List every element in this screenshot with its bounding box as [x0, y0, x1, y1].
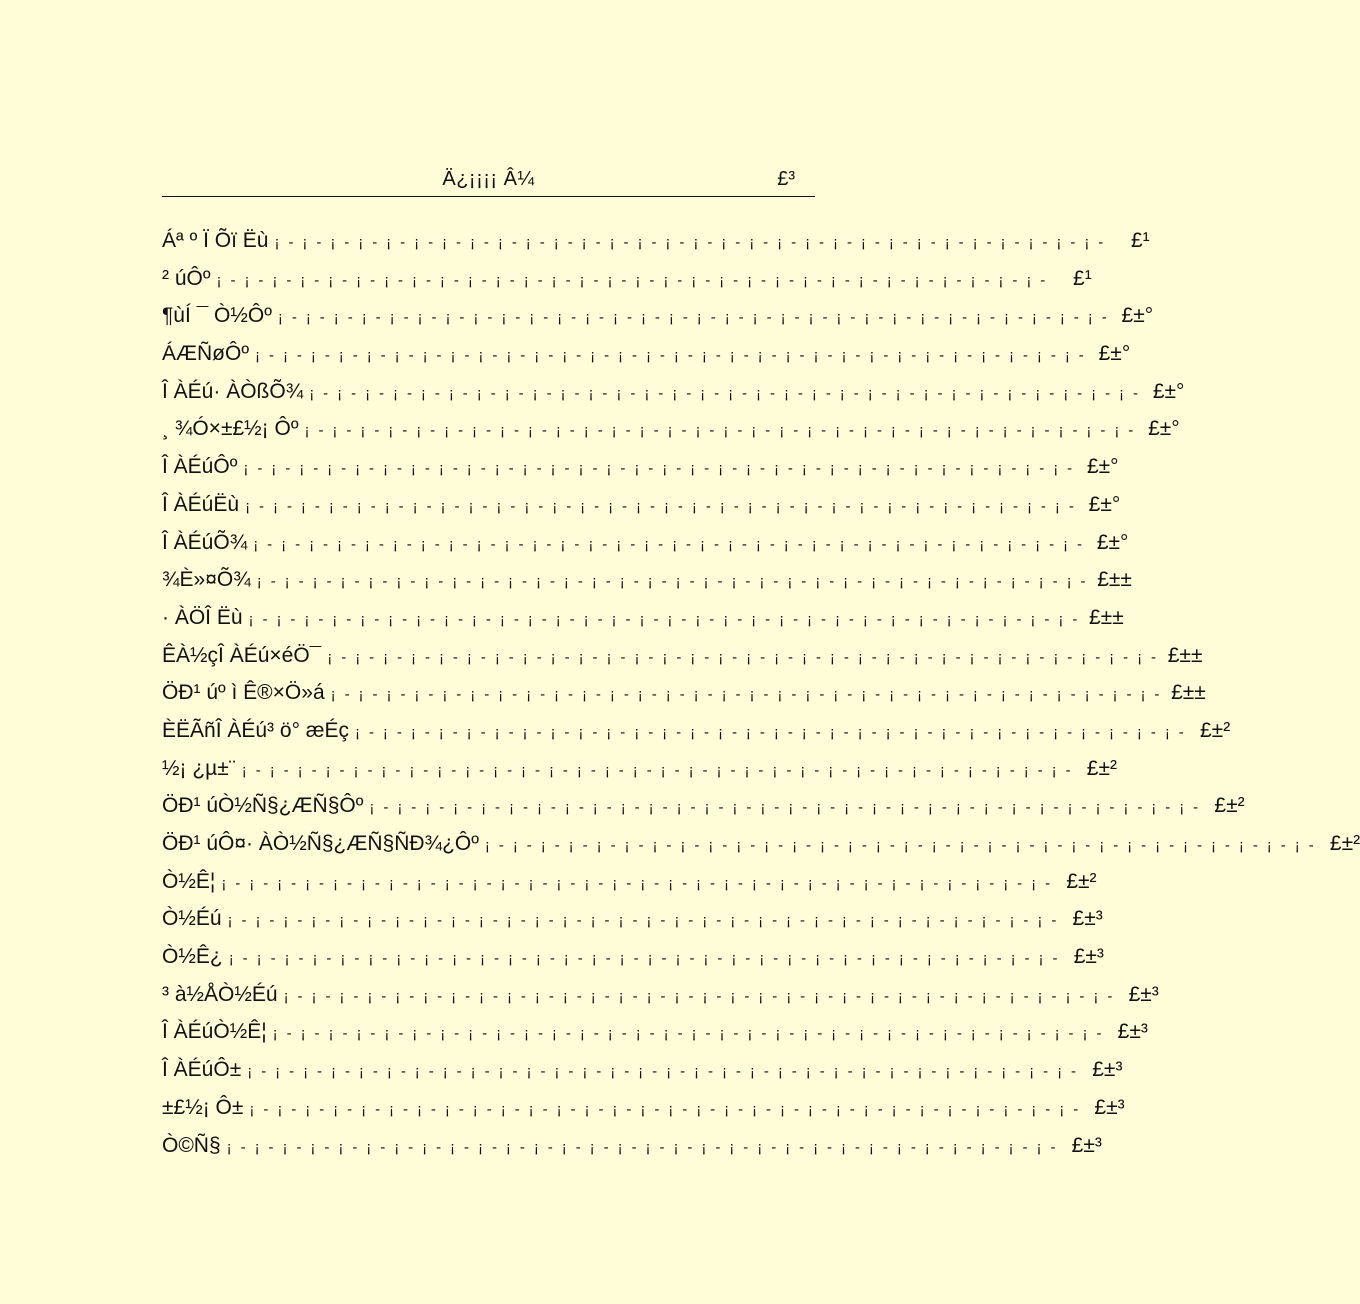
toc-page-number: £±²	[1199, 718, 1231, 742]
toc-page-number: £±°	[1088, 492, 1121, 516]
toc-page-number: £¹	[1073, 266, 1092, 290]
toc-leader-dots: ¡ - ¡ - ¡ - ¡ - ¡ - ¡ - ¡ - ¡ - ¡ - ¡ - ¡ - ¡ - ¡ - ¡ - ¡ - ¡ - ¡ - ¡ - ¡ - ¡ - ¡ - ¡ - ¡ - ¡ - ¡ - ¡ - ¡ - ¡ - ¡ - ¡ -	[226, 1138, 1058, 1156]
toc-entry-text: ½¡ ¿µ±¨	[162, 756, 236, 780]
toc-leader-dots: ¡ - ¡ - ¡ - ¡ - ¡ - ¡ - ¡ - ¡ - ¡ - ¡ - ¡ - ¡ - ¡ - ¡ - ¡ - ¡ - ¡ - ¡ - ¡ - ¡ - ¡ - ¡ - ¡ - ¡ - ¡ - ¡ - ¡ - ¡ - ¡ - ¡ -	[247, 1063, 1079, 1081]
toc-row	[162, 599, 1124, 637]
toc-leader-dots: ¡ - ¡ - ¡ - ¡ - ¡ - ¡ - ¡ - ¡ - ¡ - ¡ - ¡ - ¡ - ¡ - ¡ - ¡ - ¡ - ¡ - ¡ - ¡ - ¡ - ¡ - ¡ - ¡ - ¡ - ¡ - ¡ - ¡ - ¡ - ¡ - ¡ -	[241, 761, 1073, 779]
header-rule	[162, 196, 815, 197]
toc-entry-text: ÈËÃñÎ ÀÉú³ ö° æÉç	[162, 718, 349, 742]
toc-leader-dots: ¡ - ¡ - ¡ - ¡ - ¡ - ¡ - ¡ - ¡ - ¡ - ¡ - ¡ - ¡ - ¡ - ¡ - ¡ - ¡ - ¡ - ¡ - ¡ - ¡ - ¡ - ¡ - ¡ - ¡ - ¡ - ¡ - ¡ - ¡ - ¡ - ¡ -	[277, 309, 1110, 327]
toc-leader-dots: ¡ - ¡ - ¡ - ¡ - ¡ - ¡ - ¡ - ¡ - ¡ - ¡ - ¡ - ¡ - ¡ - ¡ - ¡ - ¡ - ¡ - ¡ - ¡ - ¡ - ¡ - ¡ - ¡ - ¡ - ¡ - ¡ - ¡ - ¡ - ¡ - ¡ -	[228, 950, 1060, 968]
toc-row	[162, 750, 1117, 788]
toc-leader-dots: ¡ - ¡ - ¡ - ¡ - ¡ - ¡ - ¡ - ¡ - ¡ - ¡ - ¡ - ¡ - ¡ - ¡ - ¡ - ¡ - ¡ - ¡ - ¡ - ¡ - ¡ - ¡ - ¡ - ¡ - ¡ - ¡ - ¡ - ¡ - ¡ - ¡ -	[245, 497, 1077, 515]
toc-page-number: £±³	[1094, 1095, 1125, 1119]
toc-row	[162, 335, 1131, 373]
toc-entry-text: ¾È»¤Õ¾	[162, 568, 251, 592]
toc-entry-text: ÖÐ¹ úÒ½Ñ§¿ÆÑ§Ôº	[162, 794, 364, 818]
header-title: Ä¿¡¡¡¡ Â¼	[442, 168, 535, 190]
toc-leader-dots: ¡ - ¡ - ¡ - ¡ - ¡ - ¡ - ¡ - ¡ - ¡ - ¡ - ¡ - ¡ - ¡ - ¡ - ¡ - ¡ - ¡ - ¡ - ¡ - ¡ - ¡ - ¡ - ¡ - ¡ - ¡ - ¡ - ¡ - ¡ - ¡ - ¡ -	[272, 1025, 1104, 1043]
toc-page-number: £±°	[1086, 455, 1119, 479]
toc-page-number: £±°	[1152, 379, 1185, 403]
toc-page-number: £±±	[1089, 605, 1124, 629]
toc-leader-dots: ¡ - ¡ - ¡ - ¡ - ¡ - ¡ - ¡ - ¡ - ¡ - ¡ - ¡ - ¡ - ¡ - ¡ - ¡ - ¡ - ¡ - ¡ - ¡ - ¡ - ¡ - ¡ - ¡ - ¡ - ¡ - ¡ - ¡ - ¡ - ¡ - ¡ -	[249, 1100, 1081, 1118]
toc-page-number: £±³	[1071, 1133, 1102, 1157]
toc-page-number: £±°	[1121, 304, 1154, 328]
toc-page-number: £±°	[1096, 530, 1129, 554]
toc-row	[162, 524, 1129, 562]
toc-entry-text: Ò½Ê¦	[162, 869, 216, 893]
toc-leader-dots: ¡ - ¡ - ¡ - ¡ - ¡ - ¡ - ¡ - ¡ - ¡ - ¡ - ¡ - ¡ - ¡ - ¡ - ¡ - ¡ - ¡ - ¡ - ¡ - ¡ - ¡ - ¡ - ¡ - ¡ - ¡ - ¡ - ¡ - ¡ - ¡ - ¡ -	[216, 271, 1048, 289]
toc-row	[162, 976, 1159, 1014]
toc-leader-dots: ¡ - ¡ - ¡ - ¡ - ¡ - ¡ - ¡ - ¡ - ¡ - ¡ - ¡ - ¡ - ¡ - ¡ - ¡ - ¡ - ¡ - ¡ - ¡ - ¡ - ¡ - ¡ - ¡ - ¡ - ¡ - ¡ - ¡ - ¡ - ¡ - ¡ -	[274, 234, 1106, 251]
header-page-number: £³	[777, 168, 795, 190]
toc-page-number: £±±	[1097, 568, 1132, 592]
toc-entry-text: ÁÆÑøÔº	[162, 342, 250, 366]
toc-leader-dots: ¡ - ¡ - ¡ - ¡ - ¡ - ¡ - ¡ - ¡ - ¡ - ¡ - ¡ - ¡ - ¡ - ¡ - ¡ - ¡ - ¡ - ¡ - ¡ - ¡ - ¡ - ¡ - ¡ - ¡ - ¡ - ¡ - ¡ - ¡ - ¡ - ¡ -	[304, 422, 1136, 440]
toc-page-number: £±°	[1098, 342, 1131, 366]
toc-entry-text: Î ÀÉúÕ¾	[162, 530, 248, 554]
toc-entry-text: ¸ ¾Ó×±£½¡ Ôº	[162, 417, 299, 441]
toc-page-number: £±³	[1117, 1020, 1148, 1044]
toc-entry-text: ÖÐ¹ úº ì Ê®×Ö»á	[162, 681, 325, 705]
toc-leader-dots: ¡ - ¡ - ¡ - ¡ - ¡ - ¡ - ¡ - ¡ - ¡ - ¡ - ¡ - ¡ - ¡ - ¡ - ¡ - ¡ - ¡ - ¡ - ¡ - ¡ - ¡ - ¡ - ¡ - ¡ - ¡ - ¡ - ¡ - ¡ - ¡ - ¡ -	[243, 460, 1075, 478]
toc-leader-dots: ¡ - ¡ - ¡ - ¡ - ¡ - ¡ - ¡ - ¡ - ¡ - ¡ - ¡ - ¡ - ¡ - ¡ - ¡ - ¡ - ¡ - ¡ - ¡ - ¡ - ¡ - ¡ - ¡ - ¡ - ¡ - ¡ - ¡ - ¡ - ¡ - ¡ -	[369, 799, 1201, 817]
toc-page-number: £±²	[1086, 756, 1117, 780]
toc-entry-text: ¶ùÍ ¯ Ò½Ôº	[162, 304, 272, 328]
toc-page-number: £±³	[1072, 907, 1103, 931]
toc-page-number: £±³	[1073, 945, 1104, 969]
toc-page-number: £±³	[1092, 1058, 1123, 1082]
toc-entry-text: ÊÀ½çÎ ÀÉú×éÖ¯	[162, 643, 322, 667]
toc-page-number: £±²	[1329, 832, 1360, 855]
toc-page-number: £±±	[1167, 643, 1203, 667]
toc-entry-text: Î ÀÉúÒ½Ê¦	[162, 1020, 267, 1044]
toc-row	[162, 787, 1245, 825]
toc-row	[162, 1051, 1123, 1089]
toc-row	[162, 561, 1132, 599]
toc-leader-dots: ¡ - ¡ - ¡ - ¡ - ¡ - ¡ - ¡ - ¡ - ¡ - ¡ - ¡ - ¡ - ¡ - ¡ - ¡ - ¡ - ¡ - ¡ - ¡ - ¡ - ¡ - ¡ - ¡ - ¡ - ¡ - ¡ - ¡ - ¡ - ¡ - ¡ -	[327, 648, 1159, 666]
toc-entry-text: Ò½Ê¿	[162, 945, 223, 969]
toc-leader-dots: ¡ - ¡ - ¡ - ¡ - ¡ - ¡ - ¡ - ¡ - ¡ - ¡ - ¡ - ¡ - ¡ - ¡ - ¡ - ¡ - ¡ - ¡ - ¡ - ¡ - ¡ - ¡ - ¡ - ¡ - ¡ - ¡ - ¡ - ¡ - ¡ - ¡ -	[354, 723, 1187, 741]
toc-leader-dots: ¡ - ¡ - ¡ - ¡ - ¡ - ¡ - ¡ - ¡ - ¡ - ¡ - ¡ - ¡ - ¡ - ¡ - ¡ - ¡ - ¡ - ¡ - ¡ - ¡ - ¡ - ¡ - ¡ - ¡ - ¡ - ¡ - ¡ - ¡ - ¡ - ¡ -	[330, 686, 1162, 704]
toc-entry-text: Áª º Ï Õï Ëù	[162, 229, 269, 252]
toc-row	[162, 712, 1231, 750]
toc-entry-text: Î ÀÉú· ÀÒßÕ¾	[162, 379, 304, 403]
toc-row	[162, 863, 1097, 901]
toc-page-number: £±°	[1148, 417, 1180, 441]
toc-row	[162, 938, 1104, 976]
toc-entry-text: ³ à½ÅÒ½Éú	[162, 982, 278, 1006]
toc-row	[162, 1089, 1125, 1127]
toc-leader-dots: ¡ - ¡ - ¡ - ¡ - ¡ - ¡ - ¡ - ¡ - ¡ - ¡ - ¡ - ¡ - ¡ - ¡ - ¡ - ¡ - ¡ - ¡ - ¡ - ¡ - ¡ - ¡ - ¡ - ¡ - ¡ - ¡ - ¡ - ¡ - ¡ - ¡ -	[484, 837, 1317, 854]
toc-entry-text: ±£½¡ Ô±	[162, 1095, 244, 1119]
toc-row	[162, 637, 1203, 675]
toc-row	[162, 222, 1150, 260]
toc-entry-text: ² úÔº	[162, 266, 211, 290]
toc-page-number: £±²	[1066, 869, 1097, 893]
toc-page-number: £¹	[1131, 229, 1150, 252]
toc-leader-dots: ¡ - ¡ - ¡ - ¡ - ¡ - ¡ - ¡ - ¡ - ¡ - ¡ - ¡ - ¡ - ¡ - ¡ - ¡ - ¡ - ¡ - ¡ - ¡ - ¡ - ¡ - ¡ - ¡ - ¡ - ¡ - ¡ - ¡ - ¡ - ¡ - ¡ -	[255, 347, 1087, 365]
running-header	[162, 166, 815, 196]
toc-row	[162, 373, 1185, 411]
toc-row	[162, 297, 1154, 335]
toc-entry-text: Î ÀÉúËù	[162, 492, 240, 516]
toc-leader-dots: ¡ - ¡ - ¡ - ¡ - ¡ - ¡ - ¡ - ¡ - ¡ - ¡ - ¡ - ¡ - ¡ - ¡ - ¡ - ¡ - ¡ - ¡ - ¡ - ¡ - ¡ - ¡ - ¡ - ¡ - ¡ - ¡ - ¡ - ¡ - ¡ - ¡ -	[221, 874, 1053, 892]
toc-row	[162, 410, 1180, 448]
toc-leader-dots: ¡ - ¡ - ¡ - ¡ - ¡ - ¡ - ¡ - ¡ - ¡ - ¡ - ¡ - ¡ - ¡ - ¡ - ¡ - ¡ - ¡ - ¡ - ¡ - ¡ - ¡ - ¡ - ¡ - ¡ - ¡ - ¡ - ¡ - ¡ - ¡ - ¡ -	[248, 610, 1080, 628]
toc-leader-dots: ¡ - ¡ - ¡ - ¡ - ¡ - ¡ - ¡ - ¡ - ¡ - ¡ - ¡ - ¡ - ¡ - ¡ - ¡ - ¡ - ¡ - ¡ - ¡ - ¡ - ¡ - ¡ - ¡ - ¡ - ¡ - ¡ - ¡ - ¡ - ¡ - ¡ -	[256, 573, 1088, 591]
toc-leader-dots: ¡ - ¡ - ¡ - ¡ - ¡ - ¡ - ¡ - ¡ - ¡ - ¡ - ¡ - ¡ - ¡ - ¡ - ¡ - ¡ - ¡ - ¡ - ¡ - ¡ - ¡ - ¡ - ¡ - ¡ - ¡ - ¡ - ¡ - ¡ - ¡ - ¡ -	[283, 987, 1115, 1005]
toc-leader-dots: ¡ - ¡ - ¡ - ¡ - ¡ - ¡ - ¡ - ¡ - ¡ - ¡ - ¡ - ¡ - ¡ - ¡ - ¡ - ¡ - ¡ - ¡ - ¡ - ¡ - ¡ - ¡ - ¡ - ¡ - ¡ - ¡ - ¡ - ¡ - ¡ - ¡ -	[309, 384, 1141, 402]
toc-leader-dots: ¡ - ¡ - ¡ - ¡ - ¡ - ¡ - ¡ - ¡ - ¡ - ¡ - ¡ - ¡ - ¡ - ¡ - ¡ - ¡ - ¡ - ¡ - ¡ - ¡ - ¡ - ¡ - ¡ - ¡ - ¡ - ¡ - ¡ - ¡ - ¡ - ¡ -	[227, 912, 1059, 930]
toc-entry-text: Î ÀÉúÔº	[162, 455, 238, 479]
toc-row	[162, 260, 1092, 298]
table-of-contents	[162, 222, 1360, 1164]
toc-page-number: £±±	[1171, 681, 1206, 705]
toc-page-number: £±³	[1128, 982, 1159, 1006]
toc-entry-text: · ÀÖÎ Ëù	[162, 605, 243, 629]
toc-entry-text: Ò½Éú	[162, 907, 222, 931]
toc-row	[162, 900, 1103, 938]
toc-page-number: £±²	[1214, 794, 1245, 818]
toc-row	[162, 1127, 1102, 1165]
toc-row	[162, 486, 1121, 524]
toc-entry-text: Ò©Ñ§	[162, 1133, 221, 1157]
toc-leader-dots: ¡ - ¡ - ¡ - ¡ - ¡ - ¡ - ¡ - ¡ - ¡ - ¡ - ¡ - ¡ - ¡ - ¡ - ¡ - ¡ - ¡ - ¡ - ¡ - ¡ - ¡ - ¡ - ¡ - ¡ - ¡ - ¡ - ¡ - ¡ - ¡ - ¡ -	[253, 535, 1085, 553]
toc-row	[162, 1013, 1148, 1051]
toc-entry-text: Î ÀÉúÔ±	[162, 1058, 242, 1082]
toc-row	[162, 825, 1360, 863]
toc-row	[162, 448, 1119, 486]
toc-entry-text: ÖÐ¹ úÔ¤· ÀÒ½Ñ§¿ÆÑ§ÑÐ¾¿Ôº	[162, 832, 479, 855]
toc-row	[162, 674, 1206, 712]
